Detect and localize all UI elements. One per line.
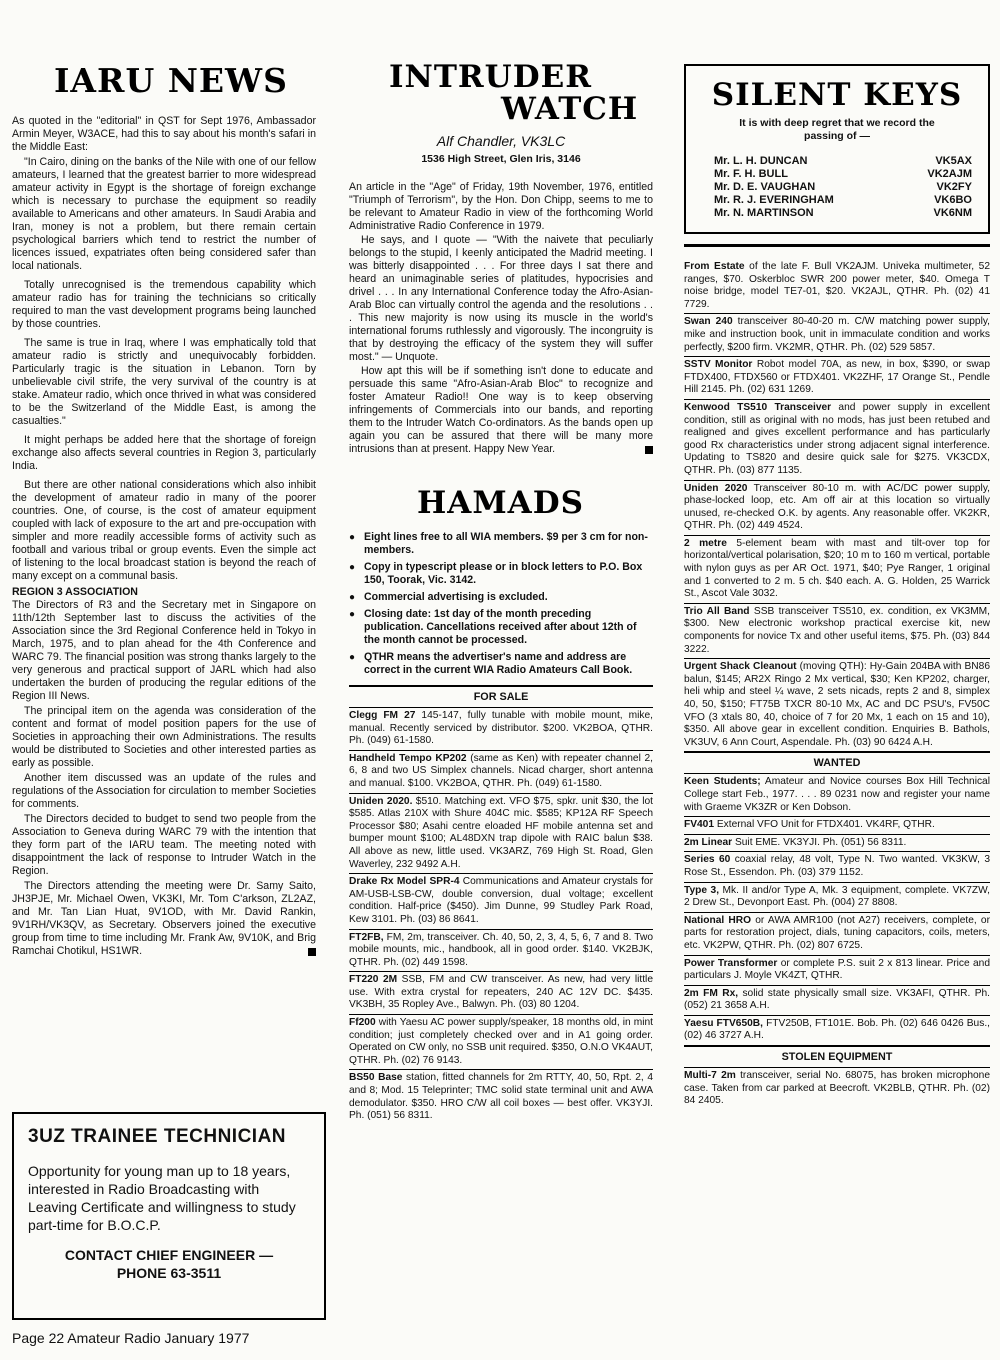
trainee-title: 3UZ TRAINEE TECHNICIAN (28, 1126, 287, 1147)
intruder-address: 1536 High Street, Glen Iris, 3146 (421, 153, 581, 165)
stolen-list (684, 1067, 990, 1110)
hamad-listing: Clegg FM 27 145-147, fully tunable with mobile mount, mike, manual. Recently serviced by distributor. $200. VK2BOA, QTHR. Ph. (049) 61-1580. (349, 707, 653, 750)
trainee-body: Opportunity for young man up to 18 years, interested in Radio Broadcasting with Leaving Certificate and willingness to study part-time for B.O.C.P. (28, 1163, 296, 1233)
silent-key-entry: Mr. F. H. BULL VK2AJM (714, 168, 972, 180)
iaru-column (12, 0, 316, 958)
silent-key-entry: Mr. N. MARTINSON VK6NM (714, 207, 972, 219)
iaru-title: IARU NEWS (54, 61, 288, 100)
region-3-heading: REGION 3 ASSOCIATION (12, 586, 138, 598)
hamads-title: HAMADS (417, 485, 584, 521)
wanted-listing: Type 3, Mk. II and/or Type A, Mk. 3 equipment, complete. VK7ZW, 2 Drew St., Devonport East. Ph. (004) 27 8808. (684, 882, 990, 912)
wanted-listing: FV401 External VFO Unit for FTDX401. VK4RF, QTHR. (684, 816, 990, 834)
intruder-author: Alf Chandler, VK3LC (436, 133, 566, 149)
for-sale-list (349, 707, 653, 1125)
hamad-listing: FT2FB, FM, 2m, transceiver. Ch. 40, 50, 2, 3, 4, 5, 6, 7 and 8. Two mobile mounts, mic., handbook, all in good order. $140. VK2BJK, QTHR. Ph. (02) 449 1598. (349, 929, 653, 972)
hamad-listing: Drake Rx Model SPR-4 Communications and Amateur crystals for AM-USB-LSB-CW, double conversion, dual voltage; excellent condition. Half-price ($450). Jim Dunne, 99 Studley Park Road, Kew 3101. Ph. (03) 86 8641. (349, 873, 653, 928)
stolen-equipment-heading: STOLEN EQUIPMENT (684, 1045, 990, 1067)
right-column (684, 0, 990, 1110)
hamad-listing: Uniden 2020 Transceiver 80-10 m. with AC/DC power supply, phase-locked loop, etc. Am off air at this location so virtually unused, re-checked O.K. by agents. Any reasonable offer. VK2KR, QTHR. Ph. (02) 449 4524. (684, 480, 990, 535)
hamad-listing: Kenwood TS510 Transceiver and power supply in excellent condition, still as original with no mods, has just been retubed and realigned and gives excellent performance and has particularly good Rx characteristics under strong adjacent signal interference. Updating to TS820 and desire quick sale for $275. VK3CDX, QTHR. Ph. (03) 877 1135. (684, 399, 990, 480)
hamad-listing: Swan 240 transceiver 80-40-20 m. C/W matching power supply, mike and instruction book, unit in immaculate condition and works perfectly, $200 firm. VK2MR, QTHR. Ph. (02) 529 5857. (684, 313, 990, 356)
hamad-listing: FT220 2M SSB, FM and CW transceiver. As new, had very little use. With extra crystal for repeaters, 240 AC 12V DC. $435. VK3BH, 35 Ropley Ave., Balwyn. Ph. (03) 80 1204. (349, 971, 653, 1014)
hamad-listing: Trio All Band SSB transceiver TS510, ex. condition, ex VK3MM, $300. New electronic workshop practical exercise kit, new components for novice Tx and other useful items, $75. Ph. (03) 844 3222. (684, 603, 990, 658)
intruder-paragraph: He says, and I quote — "With the naivete that peculiarly belongs to the stupid, I keenly anticipated the Madrid meeting. I was bitterly disappointed . . . For three days I sat there and heard an unimaginable series of platitudes, hypocrisies and drivel . . . In any International Conference today the Afro-Asian-Arab Bloc can virtually control the agenda and the resolutions . . . This new majority is now using its muscle in the world's international forums ruthlessly and vigorously. The incongruity is that by destroying the efficacy of the system they will suffer most." — Unquote. (349, 234, 653, 363)
iaru-paragraph: The Directors decided to budget to send two people from the Association to Geneva during WARC 79 with the intention that they form part of the IARU team. The meeting noted with disappointment the lack of response to Intruder Watch in the Region. (12, 813, 316, 877)
hamad-listing: Uniden 2020. $510. Matching ext. VFO $75, spkr. unit $30, the lot $585. Atlas 210X with Shure 404C mic. $585; KP12A RF Speech Processor $80; Asahi centre eloaded HF mobile antenna set and bumper mount $100; AL48DXN trap dipole with RAIC balun $38. All above as new, little used. VK3ARZ, 769 High St. Road, Glen Waverley, 232 9492 A.H. (349, 793, 653, 874)
end-mark (645, 446, 653, 454)
wanted-listing: Series 60 coaxial relay, 48 volt, Type N. Two wanted. VK3KW, 3 Rose St., Essendon. Ph. (03) 379 1152. (684, 851, 990, 881)
hamads-rule: ● Eight lines free to all WIA members. $9 per 3 cm for non-members. (349, 531, 653, 557)
iaru-paragraph: The Directors attending the meeting were Dr. Samy Saito, JH3PJE, Mr. Michael Owen, VK3KI, Mr. Tom C'arkson, ZL2AZ, and Mr. Tan Lian Huat, 9V1OD, with Mr. David Rankin, 9V1RH/VK3QV, as Secretary. Observers joined the executive group from time to time including Mr. Frank Aw, 9V10K, and Brig Ramchai Chotikul, HS1WR. (12, 880, 316, 957)
hamad-listing: BS50 Base station, fitted channels for 2m RTTY, 40, 50, Rpt. 2, 4 and 8; Mod. 15 Teleprinter; TMC solid state terminal unit and AWA demodulator. $350. HRO C/W all coil boxes — best offer. VK3YJI. Ph. (051) 56 8311. (349, 1069, 653, 1124)
hamad-listing: SSTV Monitor Robot model 70A, as new, in box, $390, or swap FTDX400, FTDX560 or FTDX401. VK2ZHF, 17 Orange St., Pendle Hill 2145. Ph. (02) 631 1269. (684, 356, 990, 399)
hamads-rule: ● Copy in typescript please or in block letters to P.O. Box 150, Toorak, Vic. 3142. (349, 561, 653, 587)
iaru-paragraph: The principal item on the agenda was consideration of the content and format of model position papers for the use of Societies in approaching their own Administrations. The results would be distributed to Societies and other interested parties as early as possible. (12, 705, 316, 769)
wanted-listing: Yaesu FTV650B, FTV250B, FT101E. Bob. Ph. (02) 646 0426 Bus., (02) 46 3727 A.H. (684, 1015, 990, 1045)
page-footer: Page 22 Amateur Radio January 1977 (12, 1330, 250, 1346)
hamad-listing: 2 metre 5-element beam with mast and tilt-over top for horizontal/vertical polarisation, $20; 10 m to 160 m vertical, portable with nylon guys as per AR Oct. 1971, $40; Pye Ranger, 1 original and 1 converted to 2 m. 5 ch. $40 each. A. G. Holden, 25 Warrick St., Ascot Vale 3032. (684, 535, 990, 603)
hamads-rule: ● Commercial advertising is excluded. (349, 591, 653, 604)
iaru-paragraph: Totally unrecognised is the tremendous capability which amateur radio has for training the technicians so critically required to man the vast development programs being launched by those countries. (12, 279, 316, 330)
hamad-listing: Ff200 with Yaesu AC power supply/speaker, 18 months old, in mint condition; just completely checked over and in A1 going order. Operated on CW only, no SSB unit required. $350, O.N.O VK4AUT, QTHR. Ph. (02) 76 9143. (349, 1014, 653, 1069)
iaru-paragraph: But there are other national considerations which also inhibit the development of amateur radio in many of the poorer countries. One, of course, is the cost of amateur equipment coupled with lack of exposure to the art and pre-occupation with simpler and more readily accessible forms of activity such as football and various tribal or group events. Even the simple act of listening to the local broadcast station is beyond the reach of many except on a communal basis. (12, 479, 316, 582)
silent-keys-title: SILENT KEYS (711, 77, 963, 113)
hamads-rules (349, 531, 653, 677)
hamad-listing: From Estate of the late F. Bull VK2AJM. Univeka multimeter, 52 ranges, $70. Oskerbloc SWR 200 power meter, $40. Omega T noise bridge, model TE7-01, $20. VK2AJL, QTHR. Ph. (02) 41 7729. (684, 261, 990, 310)
wanted-listing: 2m Linear Suit EME. VK3YJI. Ph. (051) 56 8311. (684, 834, 990, 852)
iaru-paragraph: Another item discussed was an update of the rules and regulations of the Association for circulation to member Societies for comments. (12, 772, 316, 810)
silent-keys-intro: It is with deep regret that we record the passing of — (739, 117, 935, 142)
trainee-technician-ad (12, 1112, 326, 1320)
for-sale-heading: FOR SALE (349, 685, 653, 707)
silent-keys-box (684, 64, 990, 234)
intruder-paragraph: How apt this will be if something isn't done to educate and persuade this same "Afro-Asian-Arab Bloc" to recognize and foster Amateur Radio!! One way is to keep observing infringements of Commercials into our bands, and reporting them to the Intruder Watch Co-ordinators. As the bands open up again you can be assured that there will be many more intrusions than at present. Happy New Year. (349, 365, 653, 455)
end-mark (308, 948, 316, 956)
silent-keys-list (702, 155, 972, 220)
silent-key-entry: Mr. D. E. VAUGHAN VK2FY (714, 181, 972, 193)
iaru-paragraph: As quoted in the "editorial" in QST for Sept 1976, Ambassador Armin Meyer, W3ACE, had this to say about his month's safari in the Middle East: (12, 115, 316, 153)
iaru-paragraph: The same is true in Iraq, where I was emphatically told that amateur radio is strictly and unequivocably forbidden. Particularly tragic is the situation in Lebanon. Torn by unbelievable civil strife, the very survival of the country is at stake. Amateur radio, which once thrived in what was considered to be the Switzerland of the Middle East, is among the casualties." (12, 337, 316, 427)
divider (684, 244, 990, 247)
silent-key-entry: Mr. R. J. EVERINGHAM VK6BO (714, 194, 972, 206)
wanted-listing: 2m FM Rx, solid state physically small size. VK3AFI, QTHR. Ph. (052) 21 3658 A.H. (684, 985, 990, 1015)
right-for-sale-list (684, 259, 990, 751)
wanted-list (684, 773, 990, 1045)
intruder-paragraph: An article in the "Age" of Friday, 19th November, 1976, entitled "Triumph of Terrorism", by the Hon. Don Chipp, seems to me to be relevant to Amateur Radio in view of the forthcoming World Administrative Radio Conference in 1979. (349, 181, 653, 232)
intruder-column (349, 0, 653, 1125)
intruder-title: INTRUDER WATCH (389, 59, 639, 127)
wanted-heading: WANTED (684, 751, 990, 773)
silent-key-entry: Mr. L. H. DUNCAN VK5AX (714, 155, 972, 167)
iaru-paragraph: The Directors of R3 and the Secretary met in Singapore on 11th/12th September last to discuss the activities of the Association since the 3rd Regional Conference held in Tokyo in March, 1975, and to plan ahead for the 4th Conference and WARC 79. The financial position was strong thanks largely to the very generous and practical support of JARL which had also undertaken the burden of producing the regular editions of the Region III News. (12, 599, 316, 702)
trainee-contact: CONTACT CHIEF ENGINEER — PHONE 63-3511 (64, 1247, 274, 1281)
wanted-listing: Power Transformer or complete P.S. suit 2 x 813 linear. Price and particulars J. Moyle VK4ZT, QTHR. (684, 955, 990, 985)
hamad-listing: Handheld Tempo KP202 (same as Ken) with repeater channel 2, 6, 8 and two US Simplex channels. Nicad charger, short antenna and manual. $100. VK2BOA, QTHR. Ph. (049) 61-1580. (349, 750, 653, 793)
stolen-listing: Multi-7 2m transceiver, serial No. 68075, has broken microphone case. Taken from car parked at Beecroft. VK2BLB, QTHR. Ph. (02) 84 2405. (684, 1067, 990, 1110)
wanted-listing: National HRO or AWA AMR100 (not A27) receivers, complete, or parts for restoration project, dials, tuning capacitors, coils, meters, etc. VK2PW, QTHR. Ph. (02) 807 6725. (684, 912, 990, 955)
hamads-rule: ● QTHR means the advertiser's name and address are correct in the current WIA Radio Amateurs Call Book. (349, 651, 653, 677)
hamad-listing: Urgent Shack Cleanout (moving QTH): Hy-Gain 204BA with BN86 balun, $145; AR2X Ringo 2 Mx vertical, $30; Ken KP202, charger, heli whip and steel ¼ wave, 2 sets nicads, repts 2 and 8, simplex 40, 50, $150; FT75B TXCR 80-10 Mx, AC and DC PSU's, FV50C VFO (3 xtals 80, 40, choice of 7 for 20 Mx, 1 each on 15 and 10), $350. All above gear in excellent condition. Enquiries B. Bathols, VK3UV, 6 Ann Court, Aspendale. Ph. (03) 90 6424 A.H. (684, 658, 990, 751)
iaru-paragraph: It might perhaps be added here that the shortage of foreign exchange also affects several countries in Region 3, particularly India. (12, 434, 316, 472)
wanted-listing: Keen Students; Amateur and Novice courses Box Hill Technical College start Feb., 1977. . . . 89 0231 now and register your name with Graeme VK3ZR or Ken Dobson. (684, 773, 990, 816)
hamads-rule: ● Closing date: 1st day of the month preceding publication. Cancellations received after about 12th of the month cannot be processed. (349, 608, 653, 647)
iaru-paragraph: "In Cairo, dining on the banks of the Nile with one of our fellow amateurs, I learned that the greatest barrier to more widespread amateur activity in Egypt is the shortage of foreign exchange which is necessary to purchase the equipment so readily available to Americans and other amateurs. In Saudi Arabia and Iran, money is not a problem, but there remain certain psychological barriers which tend to restrict the number of licences issued, expatriates often being considered safer than local nationals. (12, 156, 316, 272)
